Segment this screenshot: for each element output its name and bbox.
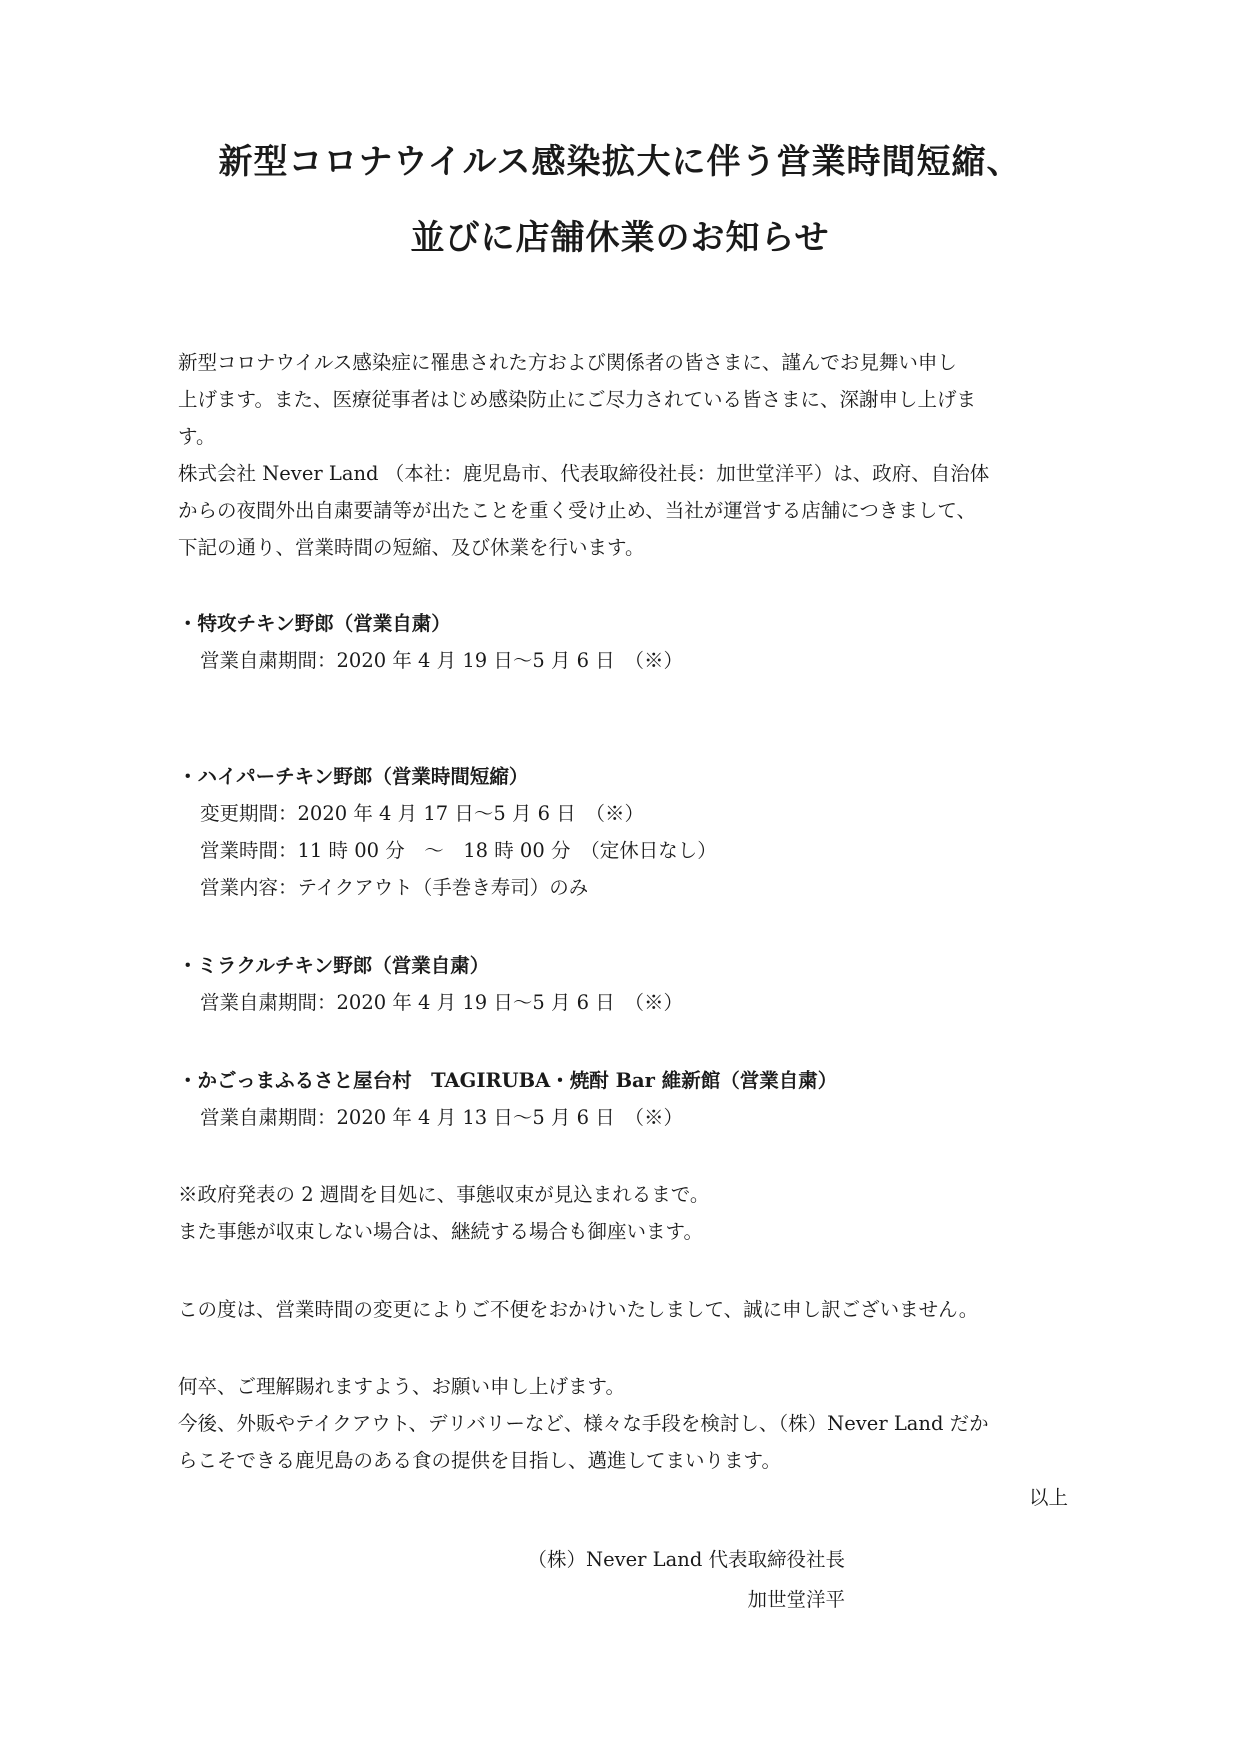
- notice-title-line-1: 新型コロナウイルス感染拡大に伴う営業時間短縮、: [218, 142, 1022, 182]
- intro-paragraph: [178, 344, 1068, 566]
- store-name: ・特攻チキン野郎（営業自粛）: [178, 612, 451, 635]
- apology-paragraph: [178, 1291, 1068, 1328]
- notice-title-line-2: 並びに店舗休業のお知らせ: [410, 218, 830, 258]
- intro-line: 新型コロナウイルス感染症に罹患された方および関係者の皆さまに、謹んでお見舞い申し: [178, 351, 957, 374]
- apology-line: この度は、営業時間の変更によりご不便をおかけいたしまして、誠に申し訳ございません。: [178, 1298, 979, 1321]
- store-detail: 営業自粛期間：2020 年 4 月 19 日〜5 月 6 日 （※）: [200, 649, 683, 672]
- signature-company: （株）Never Land 代表取締役社長: [527, 1548, 845, 1571]
- closing-paragraph: [178, 1368, 1068, 1516]
- store-block-tokkou: [178, 605, 1068, 679]
- intro-line: 上げます。また、医療従事者はじめ感染防止にご尽力されている皆さまに、深謝申し上げま: [178, 388, 976, 411]
- note-line: ※政府発表の 2 週間を目処に、事態収束が見込まれるまで。: [178, 1183, 710, 1206]
- store-detail: 営業内容：テイクアウト（手巻き寿司）のみ: [200, 876, 589, 899]
- closing-line: 今後、外販やテイクアウト、デリバリーなど、様々な手段を検討し、（株）Never Land だか: [178, 1412, 989, 1435]
- closing-line: らこそできる鹿児島のある食の提供を目指し、邁進してまいります。: [178, 1449, 781, 1472]
- intro-line: す。: [178, 425, 216, 448]
- intro-line: 下記の通り、営業時間の短縮、及び休業を行います。: [178, 536, 645, 559]
- store-detail: 営業時間：11 時 00 分 〜 18 時 00 分 （定休日なし）: [200, 839, 717, 862]
- store-name: ・ミラクルチキン野郎（営業自粛）: [178, 954, 490, 977]
- store-name: ・ハイパーチキン野郎（営業時間短縮）: [178, 765, 529, 788]
- store-detail: 変更期間：2020 年 4 月 17 日〜5 月 6 日 （※）: [200, 802, 644, 825]
- note-line: また事態が収束しない場合は、継続する場合も御座います。: [178, 1220, 703, 1243]
- signature-name: 加世堂洋平: [747, 1588, 845, 1611]
- store-block-hyper: [178, 758, 1068, 906]
- store-detail: 営業自粛期間：2020 年 4 月 13 日〜5 月 6 日 （※）: [200, 1106, 683, 1129]
- end-mark: 以上: [1028, 1486, 1068, 1509]
- intro-line: 株式会社 Never Land （本社：鹿児島市、代表取締役社長：加世堂洋平）は、政府、自治体: [178, 462, 990, 485]
- intro-line: からの夜間外出自粛要請等が出たことを重く受け止め、当社が運営する店舗につきまして、: [178, 499, 976, 522]
- store-detail: 営業自粛期間：2020 年 4 月 19 日〜5 月 6 日 （※）: [200, 991, 683, 1014]
- store-name: ・かごっまふるさと屋台村 TAGIRUBA・焼酎 Bar 維新館（営業自粛）: [178, 1069, 838, 1092]
- closing-line: 何卒、ご理解賜れますよう、お願い申し上げます。: [178, 1375, 625, 1398]
- store-block-miracle: [178, 947, 1068, 1021]
- notes-paragraph: [178, 1176, 1068, 1250]
- store-block-yataimura: [178, 1062, 1068, 1136]
